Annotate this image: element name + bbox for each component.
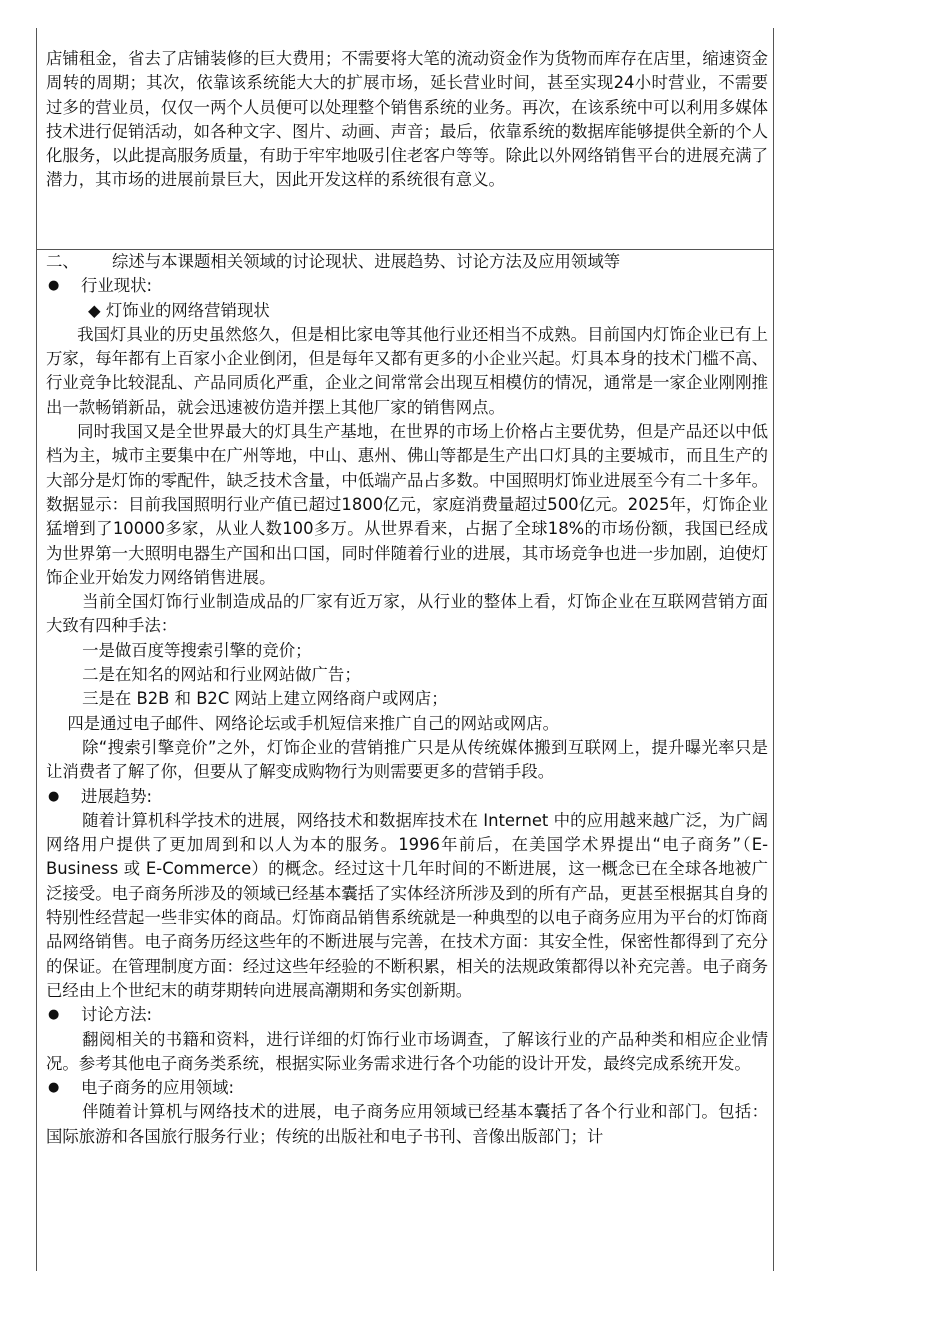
application-label: 电子商务的应用领域: bbox=[81, 1078, 235, 1098]
method-item-3: 三是在 B2B 和 B2C 网站上建立网络商户或网店； bbox=[82, 689, 448, 709]
industry-paragraph-3: 当前全国灯饰行业制造成品的厂家有近万家，从行业的整体上看，灯饰企业在互联网营销方面大致有四种手法： bbox=[46, 592, 768, 636]
sub-heading-lighting-marketing: 灯饰业的网络营销现状 bbox=[105, 300, 270, 320]
trend-label: 进展趋势: bbox=[81, 786, 153, 806]
method-item-2: 二是在知名的网站和行业网站做广告； bbox=[82, 665, 361, 685]
bullet-icon: ● bbox=[48, 1080, 60, 1096]
application-paragraph: 伴随着计算机与网络技术的进展，电子商务应用领域已经基本囊括了各个行业和部门。包括：国际旅游和各国旅行服务行业；传统的出版社和电子书刊、音像出版部门；计 bbox=[46, 1102, 768, 1146]
method-label: 讨论方法: bbox=[81, 1005, 153, 1025]
section2-text bbox=[46, 250, 768, 1149]
bullet-icon: ● bbox=[48, 788, 60, 804]
trend-paragraph: 随着计算机科学技术的进展，网络技术和数据库技术在 Internet 中的应用越来越广泛，为广阔网络用户提供了更加周到和以人为本的服务。1996年前后，在美国学术界提出“电子商务”（E-Business 或 E-Commerce）的概念。经过这十几年时间的不断进展，这一概念已在全球各地被广泛接受。电子商务所涉及的领域已经基本囊括了实体经济所涉及到的所有产品，更甚至根据其自身的特别性经营起一些非实体的商品。灯饰商品销售系统就是一种典型的以电子商务应用为平台的灯饰商品网络销售。电子商务历经这些年的不断进展与完善，在技术方面：其安全性，保密性都得到了充分的保证。在管理制度方面：经过这些年经验的不断积累，相关的法规政策都得以补充完善。电子商务已经由上个世纪末的萌芽期转向进展高潮期和务实创新期。 bbox=[46, 810, 768, 1000]
method-item-1: 一是做百度等搜索引擎的竞价； bbox=[82, 640, 312, 660]
method-paragraph: 翻阅相关的书籍和资料，进行详细的灯饰行业市场调查，了解该行业的产品种类和相应企业情况。参考其他电子商务类系统，根据实际业务需求进行各个功能的设计开发，最终完成系统开发。 bbox=[46, 1029, 768, 1073]
industry-paragraph-4: 除“搜索引擎竞价”之外，灯饰企业的营销推广只是从传统媒体搬到互联网上，提升曝光率只是让消费者了解了你，但要从了解变成购物行为则需要更多的营销手段。 bbox=[46, 737, 768, 782]
section2-cell bbox=[36, 249, 774, 1271]
bullet-application bbox=[46, 1076, 768, 1100]
sub-heading-row bbox=[46, 299, 768, 323]
section-number: 二、 bbox=[46, 252, 79, 271]
bullet-icon: ● bbox=[48, 1007, 60, 1023]
industry-status-label: 行业现状: bbox=[81, 276, 153, 296]
bullet-icon: ● bbox=[48, 278, 60, 294]
section-title: 综述与本课题相关领域的讨论现状、进展趋势、讨论方法及应用领域等 bbox=[112, 252, 621, 271]
bullet-trend bbox=[46, 785, 768, 809]
industry-paragraph-1: 我国灯具业的历史虽然悠久，但是相比家电等其他行业还相当不成熟。目前国内灯饰企业已有上万家，每年都有上百家小企业倒闭，但是每年又都有更多的小企业兴起。灯具本身的技术门槛不高、行业竞争比较混乱、产品同质化严重，企业之间常常会出现互相模仿的情况，通常是一家企业刚刚推出一款畅销新品，就会迅速被仿造并摆上其他厂家的销售网点。 bbox=[46, 324, 768, 417]
intro-text bbox=[46, 47, 768, 193]
bullet-industry-status bbox=[46, 274, 768, 298]
diamond-icon: ◆ bbox=[88, 300, 101, 320]
section-heading bbox=[46, 250, 768, 274]
bullet-method bbox=[46, 1003, 768, 1027]
method-item-4: 四是通过电子邮件、网络论坛或手机短信来推广自己的网站或网店。 bbox=[67, 713, 560, 733]
intro-paragraph: 店铺租金，省去了店铺装修的巨大费用；不需要将大笔的流动资金作为货物而库存在店里，缩速资金周转的周期；其次，依靠该系统能大大的扩展市场，延长营业时间，甚至实现24小时营业，不需要过多的营业员，仅仅一两个人员便可以处理整个销售系统的业务。再次，在该系统中可以利用多媒体技术进行促销活动，如各种文字、图片、动画、声音；最后，依靠系统的数据库能够提供全新的个人化服务，以此提高服务质量，有助于牢牢地吸引住老客户等等。除此以外网络销售平台的进展充满了潜力，其市场的进展前景巨大，因此开发这样的系统很有意义。 bbox=[46, 49, 768, 190]
industry-paragraph-2: 同时我国又是全世界最大的灯具生产基地，在世界的市场上价格占主要优势，但是产品还以中低档为主，城市主要集中在广州等地，中山、惠州、佛山等都是生产出口灯具的主要城市，而且生产的大部分是灯饰的零配件，缺乏技术含量，中低端产品占多数。中国照明灯饰业进展至今有二十多年。数据显示：目前我国照明行业产值已超过1800亿元，家庭消费量超过500亿元。2025年，灯饰企业猛增到了10000多家，从业人数100多万。从世界看来，占据了全球18%的市场份额，我国已经成为世界第一大照明电器生产国和出口国，同时伴随着行业的进展，其市场竞争也进一步加剧，迫使灯饰企业开始发力网络销售进展。 bbox=[46, 422, 768, 587]
intro-cell bbox=[36, 28, 774, 250]
